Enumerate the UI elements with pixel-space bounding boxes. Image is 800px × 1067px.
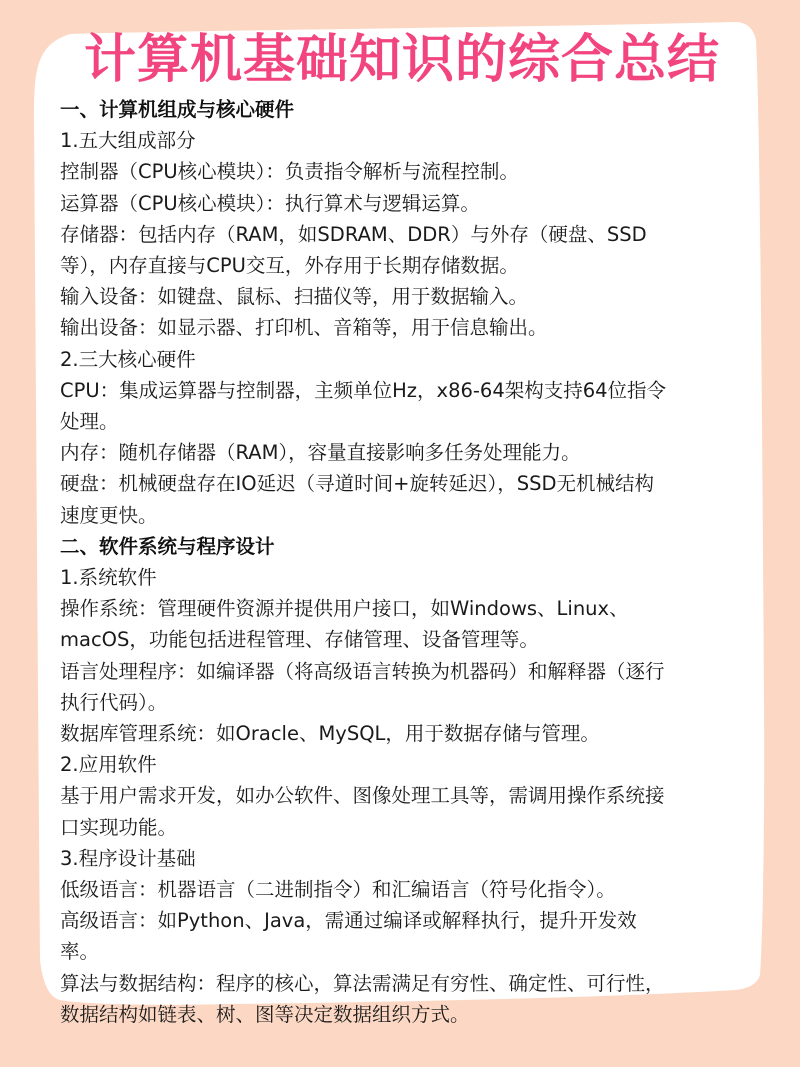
text-line: 高级语言：如Python、Java，需通过编译或解释执行，提升开发效 [60, 909, 637, 933]
subsection-heading: 1.系统软件 [60, 566, 157, 590]
subsection-heading: 1.五大组成部分 [60, 129, 196, 153]
text-line: 控制器（CPU核心模块）：负责指令解析与流程控制。 [60, 160, 519, 184]
text-line: 内存：随机存储器（RAM），容量直接影响多任务处理能力。 [60, 441, 581, 465]
summary-card [60, 28, 760, 1030]
text-line: 口实现功能。 [60, 815, 178, 839]
text-line: 处理。 [60, 410, 119, 434]
text-line: 数据库管理系统：如Oracle、MySQL，用于数据存储与管理。 [60, 722, 600, 746]
text-line: 等），内存直接与CPU交互，外存用于长期存储数据。 [60, 254, 519, 278]
text-line: 速度更快。 [60, 503, 158, 527]
section-heading: 一、计算机组成与核心硬件 [60, 98, 295, 121]
subsection-heading: 2.应用软件 [60, 753, 157, 777]
text-line: 低级语言：机器语言（二进制指令）和汇编语言（符号化指令）。 [60, 878, 616, 902]
text-line: 算法与数据结构：程序的核心，算法需满足有穷性、确定性、可行性， [60, 971, 665, 995]
text-line: 基于用户需求开发，如办公软件、图像处理工具等，需调用操作系统接 [60, 784, 665, 808]
subsection-heading: 3.程序设计基础 [60, 846, 196, 870]
text-line: 数据结构如链表、树、图等决定数据组织方式。 [60, 1002, 470, 1026]
text-line: 语言处理程序：如编译器（将高级语言转换为机器码）和解释器（逐行 [60, 659, 665, 683]
text-line: 输出设备：如显示器、打印机、音箱等，用于信息输出。 [60, 316, 548, 340]
text-line: 硬盘：机械硬盘存在IO延迟（寻道时间+旋转延迟），SSD无机械结构 [60, 472, 654, 496]
section-heading: 二、软件系统与程序设计 [60, 534, 275, 558]
text-line: 运算器（CPU核心模块）：执行算术与逻辑运算。 [60, 191, 480, 215]
text-line: 执行代码）。 [60, 690, 168, 714]
text-line: 存储器：包括内存（RAM，如SDRAM、DDR）与外存（硬盘、SSD [60, 222, 647, 246]
text-line: CPU：集成运算器与控制器，主频单位Hz，x86-64架构支持64位指令 [60, 378, 667, 402]
text-line: 输入设备：如键盘、鼠标、扫描仪等，用于数据输入。 [60, 285, 529, 309]
text-line: 操作系统：管理硬件资源并提供用户接口，如Windows、Linux、 [60, 597, 629, 621]
subsection-heading: 2.三大核心硬件 [60, 347, 196, 371]
page-title: 计算机基础知识的综合总结 [83, 30, 720, 90]
text-line: macOS，功能包括进程管理、存储管理、设备管理等。 [60, 628, 539, 652]
text-line: 率。 [60, 940, 100, 964]
content-body [60, 94, 760, 1030]
